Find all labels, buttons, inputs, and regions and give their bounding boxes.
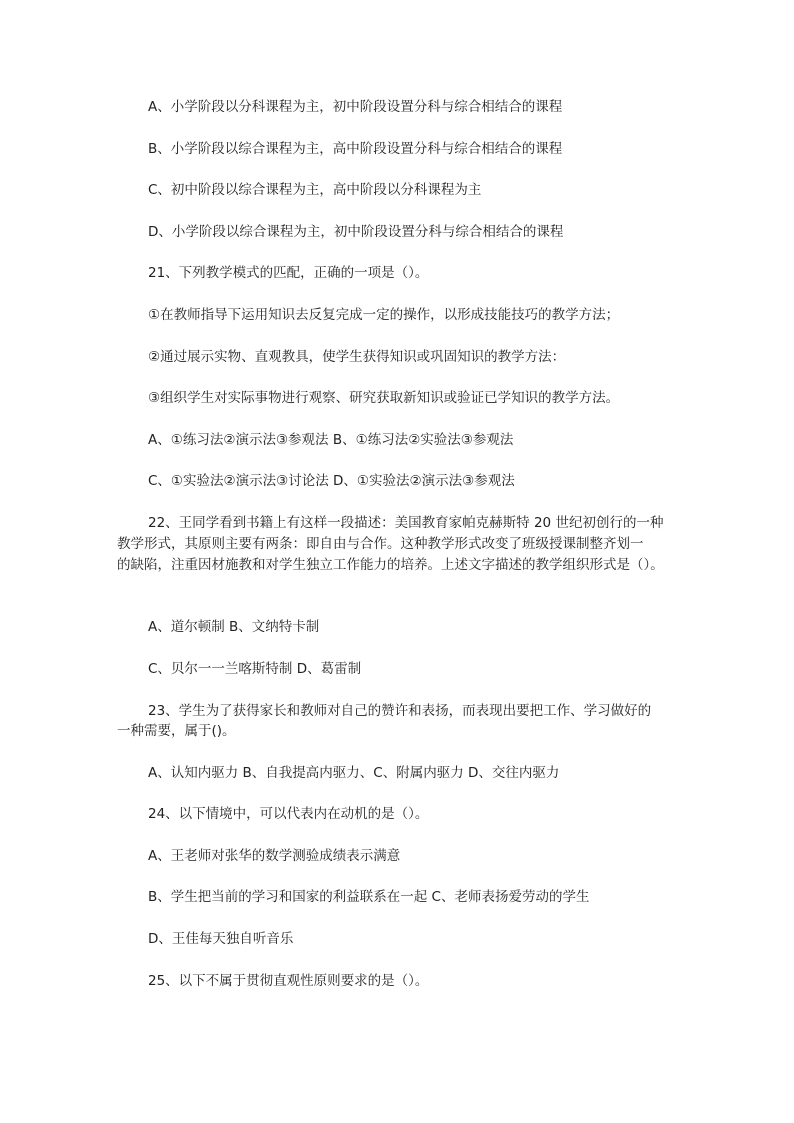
question-21: 21、下列教学模式的匹配，正确的一项是（）。 [148, 265, 429, 281]
q21-statement-2: ②通过展示实物、直观教具，使学生获得知识或巩固知识的教学方法： [148, 349, 566, 365]
q21-statement-3: ③组织学生对实际事物进行观察、研究获取新知识或验证已学知识的教学方法。 [148, 390, 620, 406]
question-23-line-2: 一种需要，属于()。 [117, 723, 236, 739]
option-a-line: A、小学阶段以分科课程为主，初中阶段设置分科与综合相结合的课程 [148, 99, 563, 115]
question-22-line-2: 教学形式，其原则主要有两条：即自由与合作。这种教学形式改变了班级授课制整齐划一 [117, 536, 644, 552]
q21-options-cd: C、①实验法②演示法③讨论法 D、①实验法②演示法③参观法 [148, 473, 515, 489]
q24-option-d: D、王佳每天独自听音乐 [148, 931, 294, 947]
q22-options-ab: A、道尔顿制 B、文纳特卡制 [148, 619, 320, 635]
q24-option-a: A、王老师对张华的数学测验成绩表示满意 [148, 848, 401, 864]
question-22-line-1: 22、王同学看到书籍上有这样一段描述：美国教育家帕克赫斯特 20 世纪初创行的一种 [148, 515, 664, 531]
question-24: 24、以下情境中，可以代表内在动机的是（）。 [148, 806, 429, 822]
q21-options-ab: A、①练习法②演示法③参观法 B、①练习法②实验法③参观法 [148, 432, 514, 448]
q24-options-bc: B、学生把当前的学习和国家的利益联系在一起 C、老师表扬爱劳动的学生 [148, 889, 590, 905]
q23-options: A、认知内驱力 B、自我提高内驱力、C、附属内驱力 D、交往内驱力 [148, 765, 560, 781]
option-c-line: C、初中阶段以综合课程为主，高中阶段以分科课程为主 [148, 182, 482, 198]
option-d-line: D、小学阶段以综合课程为主，初中阶段设置分科与综合相结合的课程 [148, 224, 564, 240]
q21-statement-1: ①在教师指导下运用知识去反复完成一定的操作，以形成技能技巧的教学方法； [148, 307, 620, 323]
question-22-line-3: 的缺陷，注重因材施教和对学生独立工作能力的培养。上述文字描述的教学组织形式是（）。 [117, 557, 664, 573]
question-23-line-1: 23、学生为了获得家长和教师对自己的赞许和表扬，而表现出要把工作、学习做好的 [148, 703, 652, 719]
question-25: 25、以下不属于贯彻直观性原则要求的是（）。 [148, 973, 429, 989]
q22-options-cd: C、贝尔一一兰喀斯特制 D、葛雷制 [148, 661, 362, 677]
option-b-line: B、小学阶段以综合课程为主，高中阶段设置分科与综合相结合的课程 [148, 141, 563, 157]
